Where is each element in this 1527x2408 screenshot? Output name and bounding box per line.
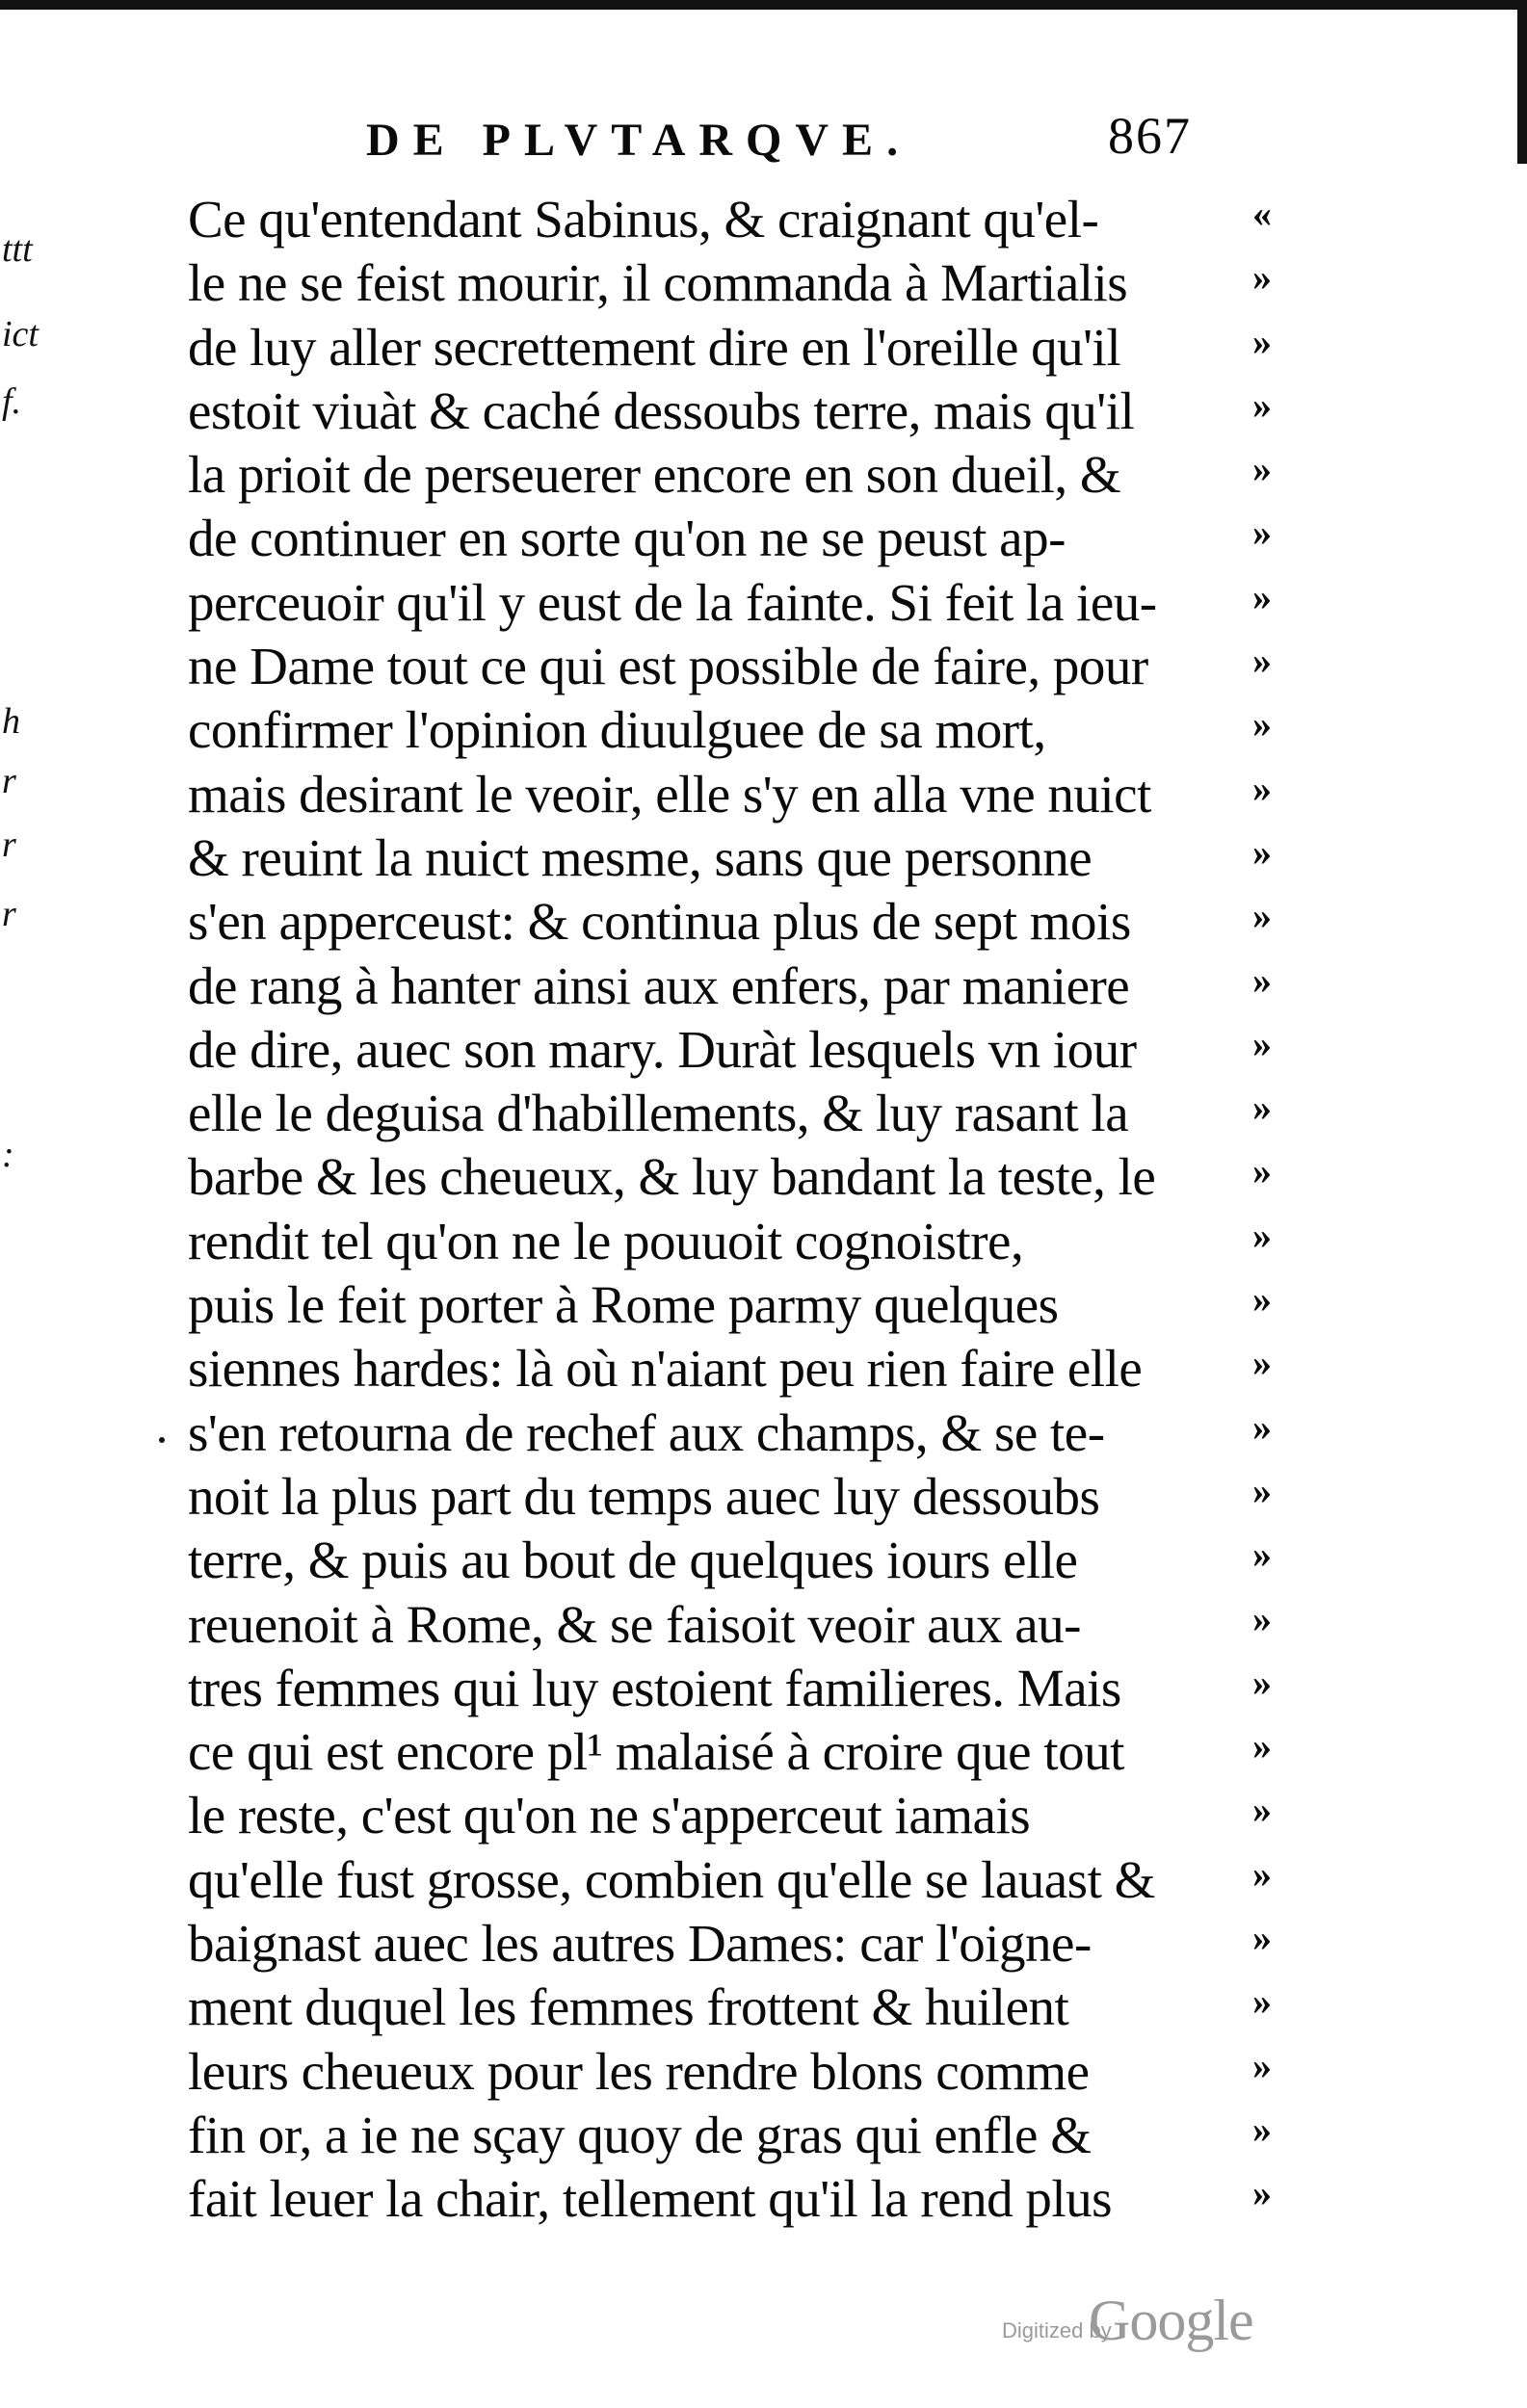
line-text: Ce qu'entendant Sabinus, & craignant qu'el- [188, 190, 1099, 249]
text-line [188, 890, 1281, 954]
line-text: qu'elle fust grosse, combien qu'elle se lauast & [188, 1849, 1155, 1909]
text-line [188, 1145, 1281, 1209]
quote-mark: » [1252, 829, 1272, 874]
line-text: ce qui est encore pl¹ malaisé à croire que tout [188, 1722, 1124, 1782]
text-line [188, 1273, 1281, 1337]
quote-mark: » [1252, 1916, 1272, 1960]
text-line [188, 1018, 1281, 1082]
text-line [188, 2104, 1281, 2167]
line-text: ne Dame tout ce qui est possible de faire, pour [188, 637, 1148, 696]
text-line [188, 188, 1281, 251]
text-line [188, 1848, 1281, 1912]
margin-fragment: ict [2, 314, 39, 354]
scan-border-right [1517, 0, 1527, 164]
text-line [188, 1784, 1281, 1847]
quote-mark: » [1252, 894, 1272, 938]
quote-mark: » [1252, 2107, 1272, 2151]
text-line [188, 507, 1281, 570]
text-line [188, 635, 1281, 698]
page-number: 867 [1108, 107, 1192, 165]
line-text: estoit viuàt & caché dessoubs terre, mais qu'il [188, 380, 1135, 440]
text-line [188, 1657, 1281, 1720]
line-text: de luy aller secrettement dire en l'oreille qu'il [188, 317, 1121, 377]
text-line [188, 1593, 1281, 1657]
text-line [188, 2167, 1281, 2231]
text-line [188, 1401, 1281, 1465]
text-line [188, 571, 1281, 635]
text-line [188, 2040, 1281, 2104]
facing-page-fragments [0, 229, 39, 1194]
line-text: siennes hardes: là où n'aiant peu rien faire elle [188, 1339, 1143, 1399]
running-head [299, 107, 1262, 181]
line-text: tres femmes qui luy estoient familieres. Mais [188, 1658, 1121, 1717]
line-text: s'en retourna de rechef aux champs, & se te- [188, 1402, 1105, 1462]
text-line [188, 1912, 1281, 1976]
quote-mark: » [1252, 1149, 1272, 1193]
line-text: perceuoir qu'il y eust de la fainte. Si feit la ieu- [188, 572, 1157, 632]
quote-mark: » [1252, 382, 1272, 427]
line-text: rendit tel qu'on ne le pouuoit cognoistre, [188, 1211, 1024, 1270]
line-text: le ne se feist mourir, il commanda à Martialis [188, 253, 1128, 313]
text-line [188, 1210, 1281, 1273]
quote-mark: » [1252, 957, 1272, 1002]
line-text: terre, & puis au bout de quelques iours elle [188, 1531, 1078, 1590]
quote-mark: » [1252, 702, 1272, 746]
line-text: barbe & les cheueux, & luy bandant la teste, le [188, 1147, 1156, 1207]
margin-fragment: r [2, 824, 16, 865]
line-text: baignast auec les autres Dames: car l'oigne- [188, 1914, 1092, 1974]
quote-mark: » [1252, 1788, 1272, 1832]
line-text: leurs cheueux pour les rendre blons comme [188, 2041, 1090, 2101]
text-line [188, 763, 1281, 826]
quote-mark: » [1252, 1468, 1272, 1512]
line-text: de rang à hanter ainsi aux enfers, par maniere [188, 955, 1130, 1015]
running-head-title: DE PLVTARQVE. [366, 115, 912, 166]
text-line [188, 316, 1281, 380]
line-text: puis le feit porter à Rome parmy quelques [188, 1275, 1059, 1335]
text-line [188, 826, 1281, 890]
quote-mark: » [1252, 574, 1272, 618]
quote-mark: » [1252, 255, 1272, 300]
quote-mark: » [1252, 1341, 1272, 1385]
line-text: ment duquel les femmes frottent & huilent [188, 1977, 1069, 2037]
text-line [188, 1082, 1281, 1145]
quote-mark: » [1252, 1213, 1272, 1257]
line-text: de dire, auec son mary. Duràt lesquels vn iour [188, 1019, 1137, 1079]
text-line [188, 1529, 1281, 1592]
margin-fragment: r [2, 761, 16, 801]
text-line [188, 443, 1281, 507]
quote-mark: » [1252, 1660, 1272, 1704]
margin-fragment: : [2, 1135, 14, 1175]
digitized-watermark [1002, 2288, 1291, 2355]
margin-fragment: f. [2, 381, 22, 422]
text-line [188, 251, 1281, 315]
quote-mark: » [1252, 2171, 1272, 2215]
quote-mark: » [1252, 1724, 1272, 1768]
text-line [188, 698, 1281, 762]
quote-mark: » [1252, 510, 1272, 555]
quote-mark: » [1252, 1851, 1272, 1896]
line-text: confirmer l'opinion diuulguee de sa mort, [188, 700, 1046, 760]
scan-border-top [0, 0, 1527, 10]
quote-mark: » [1252, 1596, 1272, 1640]
line-text: reuenoit à Rome, & se faisoit veoir aux au- [188, 1594, 1081, 1654]
quote-mark: « [1252, 192, 1272, 235]
ink-speck [159, 1437, 165, 1443]
text-line [188, 1976, 1281, 2039]
text-line [188, 955, 1281, 1018]
quote-mark: » [1252, 447, 1272, 491]
watermark-prefix: Digitized by [1002, 2318, 1112, 2343]
quote-mark: » [1252, 2043, 1272, 2087]
line-text: mais desirant le veoir, elle s'y en alla vne nuict [188, 764, 1151, 824]
line-text: noit la plus part du temps auec luy dessoubs [188, 1466, 1100, 1526]
text-line [188, 1465, 1281, 1529]
line-text: & reuint la nuict mesme, sans que personne [188, 827, 1093, 887]
quote-mark: » [1252, 1404, 1272, 1449]
margin-fragment: ttt [2, 229, 33, 270]
line-text: fin or, a ie ne sçay quoy de gras qui enfle & [188, 2105, 1092, 2164]
quote-mark: » [1252, 766, 1272, 810]
line-text: de continuer en sorte qu'on ne se peust ap- [188, 509, 1066, 568]
line-text: la prioit de perseuerer encore en son dueil, & [188, 445, 1121, 505]
quote-mark: » [1252, 1277, 1272, 1322]
line-text: elle le deguisa d'habillements, & luy rasant la [188, 1084, 1129, 1143]
line-text: le reste, c'est qu'on ne s'apperceut iamais [188, 1786, 1031, 1845]
text-line [188, 380, 1281, 443]
line-text: fait leuer la chair, tellement qu'il la rend plus [188, 2169, 1113, 2229]
text-line [188, 1720, 1281, 1784]
quote-mark: » [1252, 1021, 1272, 1065]
quote-mark: » [1252, 1086, 1272, 1130]
margin-fragment: h [2, 701, 20, 742]
body-text [188, 188, 1281, 2232]
quote-mark: » [1252, 1979, 1272, 2024]
quote-mark: » [1252, 639, 1272, 683]
margin-fragment: r [2, 894, 16, 934]
line-text: s'en apperceust: & continua plus de sept mois [188, 892, 1131, 952]
quote-mark: » [1252, 319, 1272, 363]
text-line [188, 1337, 1281, 1400]
google-logo: Google [1089, 2289, 1253, 2352]
quote-mark: » [1252, 1532, 1272, 1577]
